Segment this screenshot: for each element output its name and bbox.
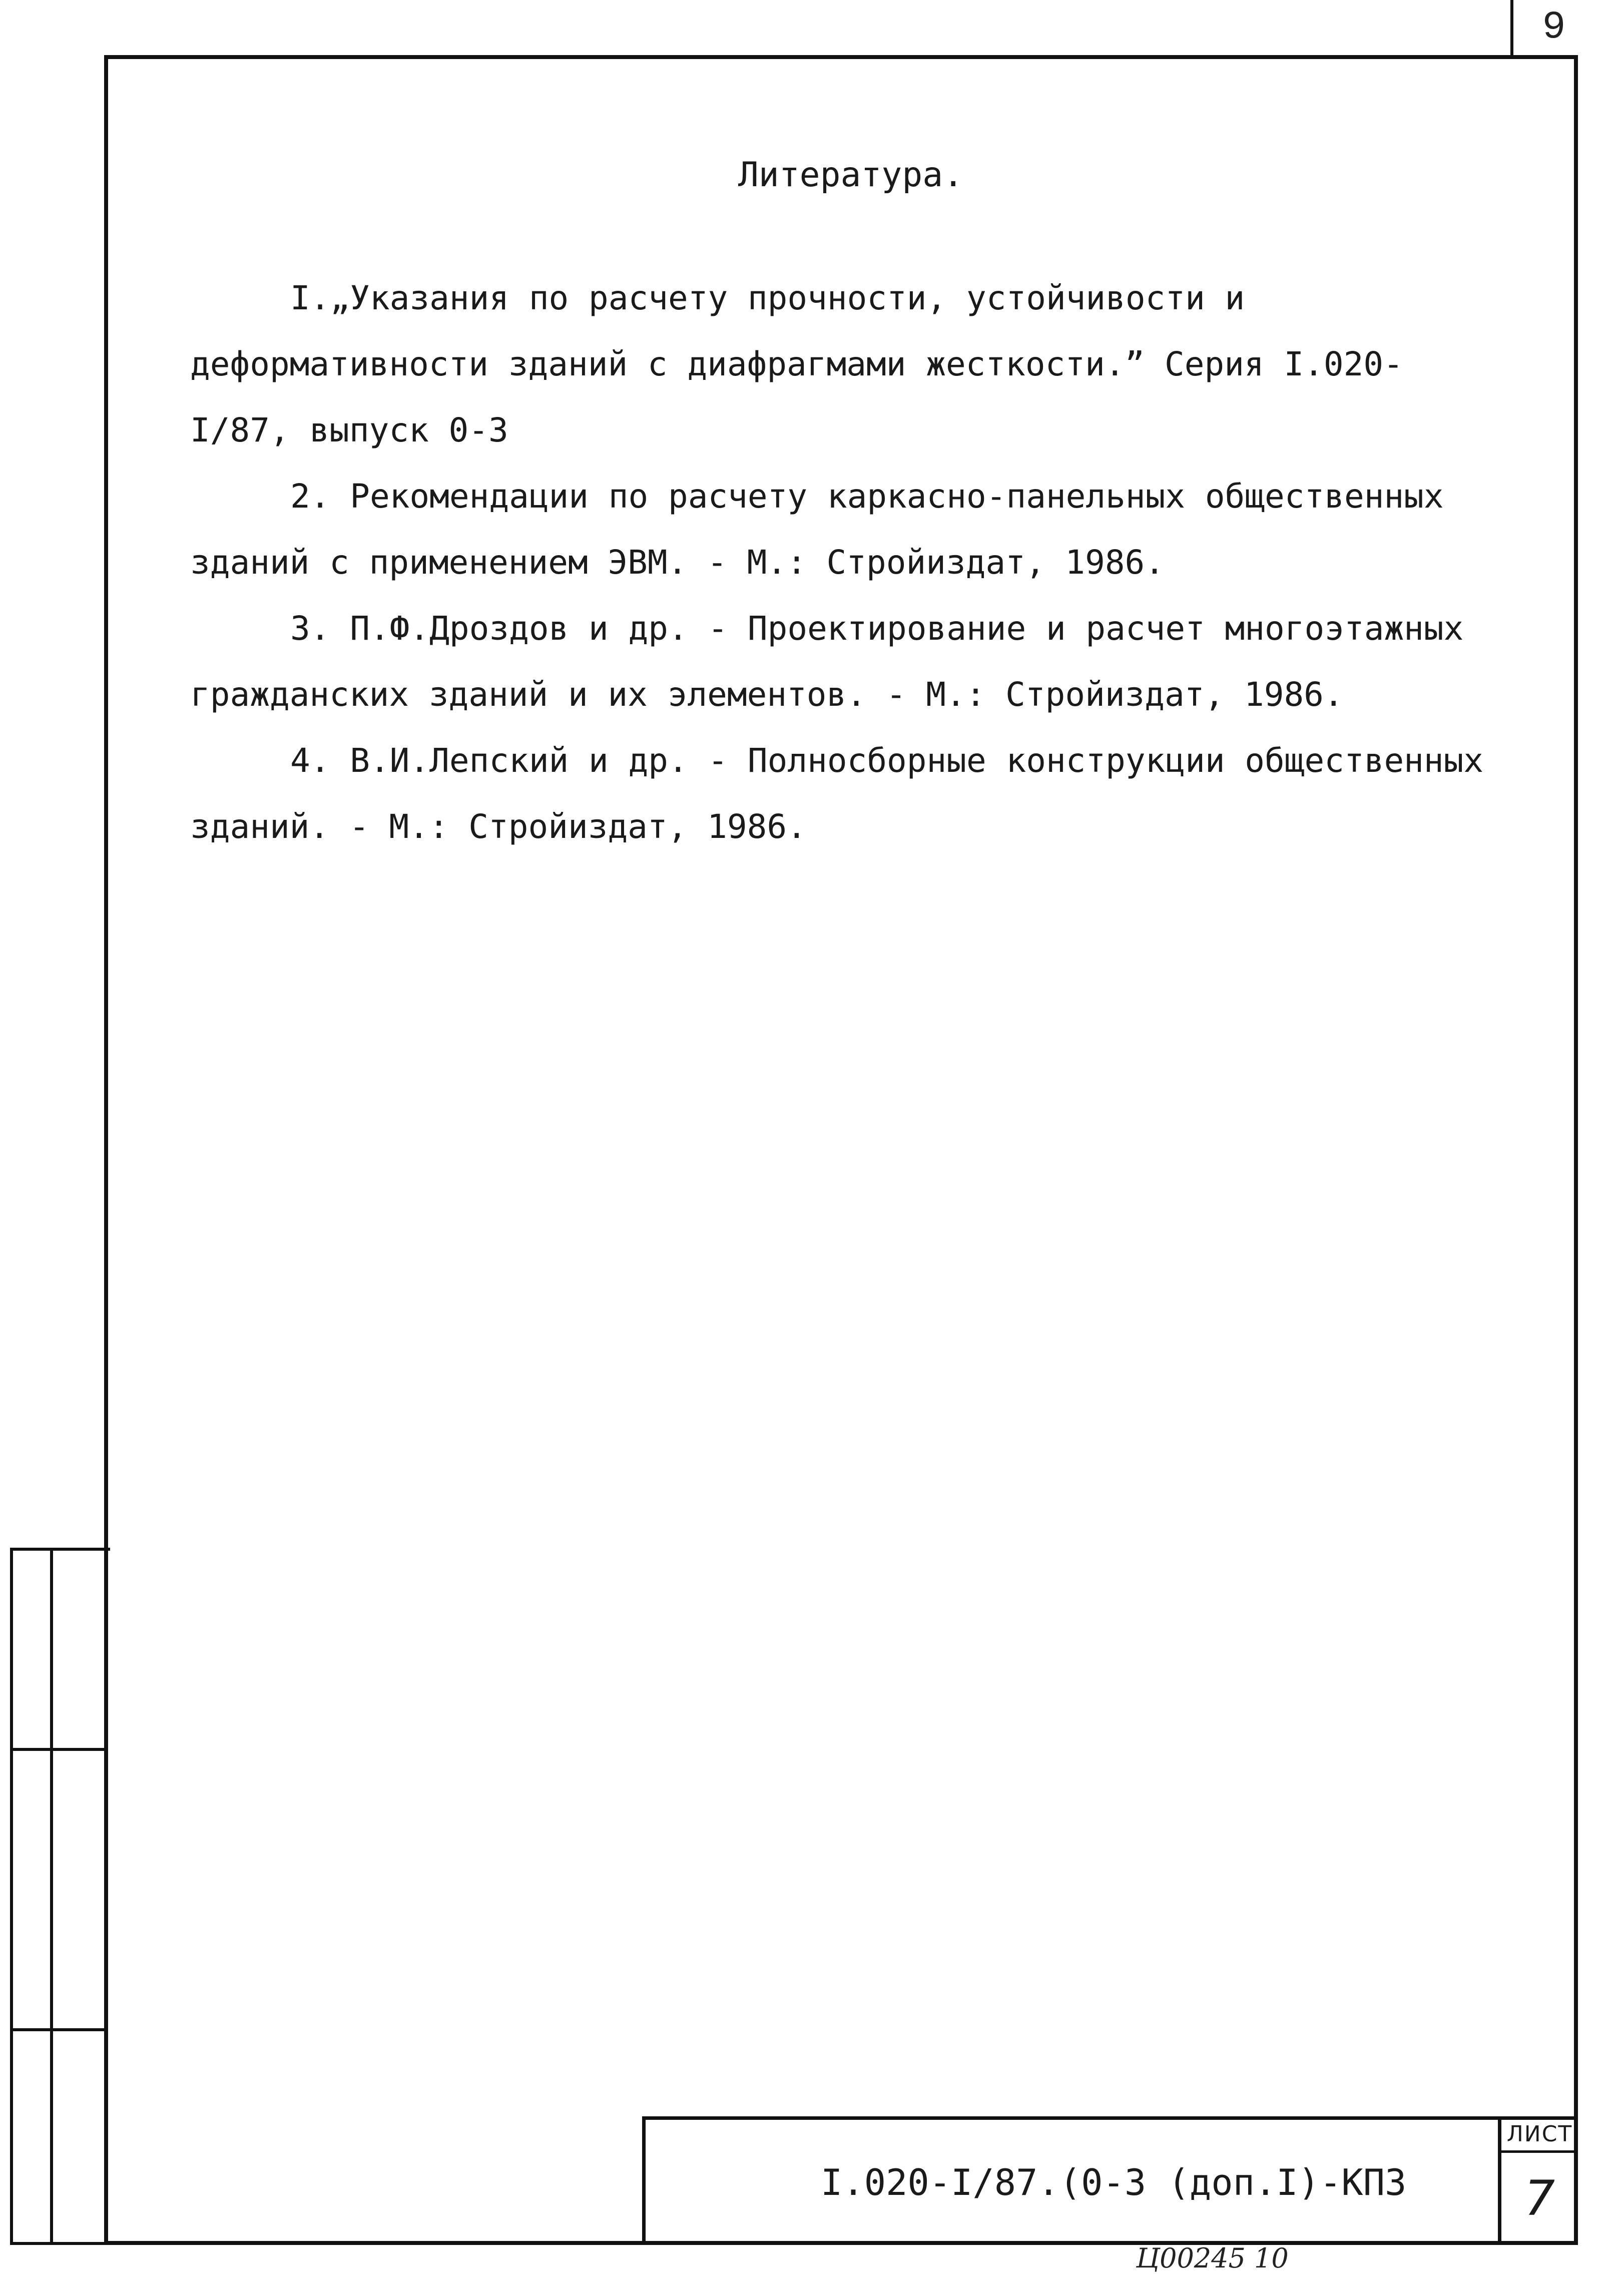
page-number-divider (1510, 0, 1513, 59)
document-body (190, 150, 1541, 860)
side-stamp-divider-vertical (50, 1548, 53, 2245)
sheet-number: 7 (1524, 2170, 1555, 2226)
side-stamp-box (10, 1548, 110, 2245)
reference-item-3: 3. П.Ф.Дроздов и др. - Проектирование и расчет многоэтажных гражданских зданий и их элементов. - М.: Стройиздат, 1986. (190, 609, 1464, 714)
side-stamp-divider-1 (10, 1748, 105, 1751)
document-designation: I.020-I/87.(0-3 (доп.I)-КПЗ (821, 2161, 1407, 2203)
page-number: 9 (1542, 6, 1566, 50)
side-stamp-divider-2 (10, 2028, 105, 2031)
reference-item-1: I.„Указания по расчету прочности, устойчивости и деформативности зданий с диафрагмами жесткости.” Серия I.020-I/87, выпуск 0-3 (190, 279, 1403, 449)
sheet-label: ЛИСТ (1506, 2121, 1573, 2147)
page-title: Литература. (738, 155, 964, 195)
title-block-sheet-divider (1498, 2116, 1501, 2245)
handwritten-inventory-note: Ц00245 10 (1136, 2242, 1289, 2274)
reference-item-2: 2. Рекомендации по расчету каркасно-панельных общественных зданий с применением ЭВМ. - М.: Стройиздат, 1986. (190, 477, 1444, 582)
reference-item-4: 4. В.И.Лепский и др. - Полносборные конструкции общественных зданий. - М.: Стройиздат, 1986. (190, 741, 1484, 846)
